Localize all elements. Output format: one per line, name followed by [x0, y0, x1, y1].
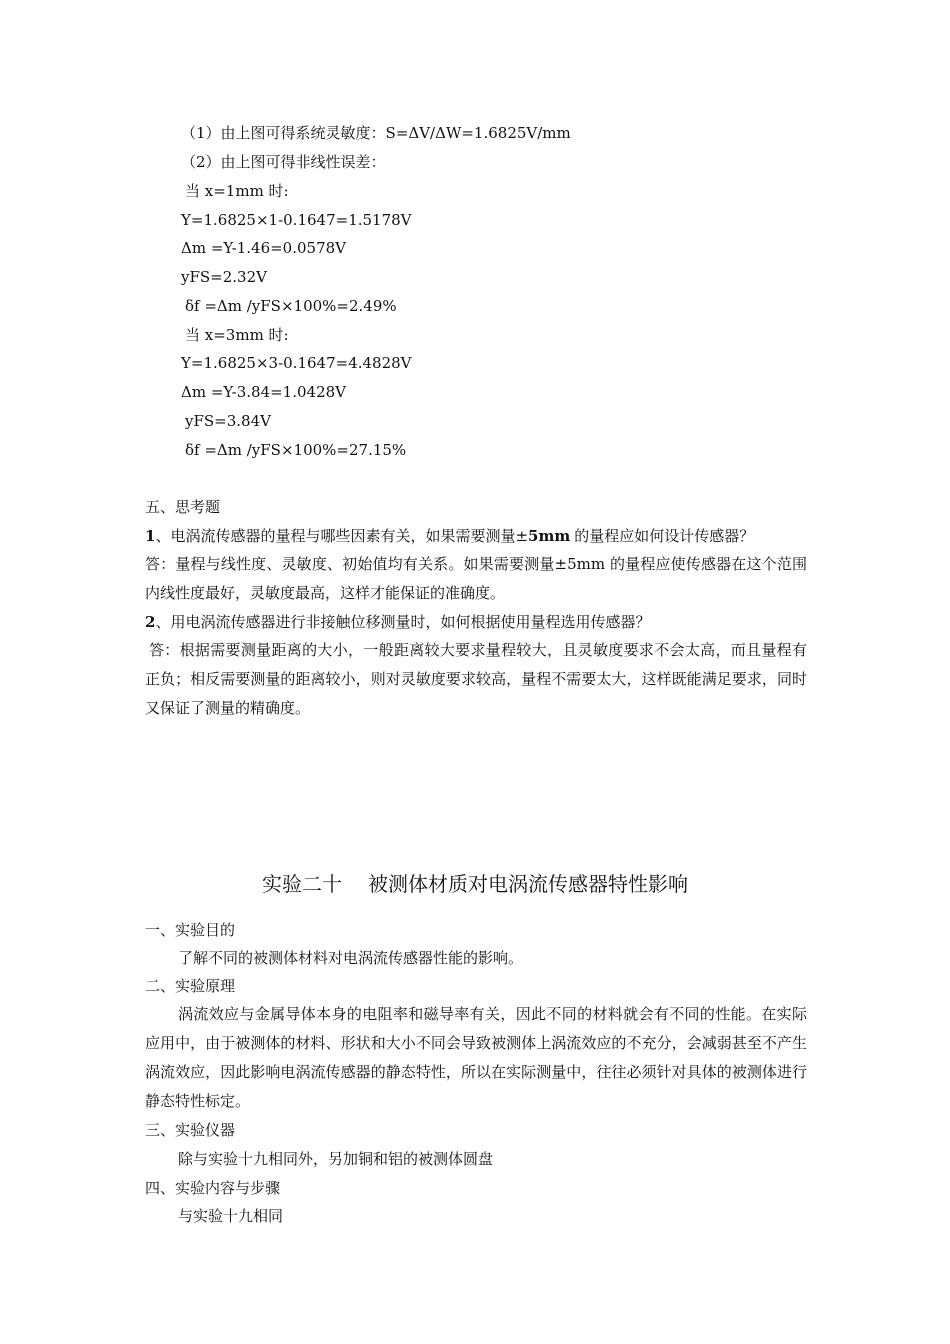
question-number: 2 — [145, 613, 156, 631]
section-text: 了解不同的被测体材料对电涡流传感器性能的影响。 — [178, 949, 524, 967]
section-heading: 三、实验仪器 — [145, 1121, 236, 1139]
formula-line: Δm =Y-1.46=0.0578V — [181, 239, 346, 257]
question-bold-value: 5mm — [528, 527, 571, 545]
section-heading: 五、思考题 — [145, 498, 221, 516]
section-text: 涡流效应与金属导体本身的电阻率和磁导率有关，因此不同的材料就会有不同的性能。在实际应用中，由于被测体的材料、形状和大小不同会导致被测体上涡流效应的不充分，会减弱甚至不产生涡流效应，因此影响电涡流传感器的静态特性，所以在实际测量中，往往必须针对具体的被测体进行静态特性标定。 — [145, 1005, 807, 1110]
case-x1-heading: 当 x=1mm 时: — [185, 182, 289, 200]
case-x3-heading: 当 x=3mm 时: — [185, 326, 289, 344]
answer-2: 答：根据需要测量距离的大小，一般距离较大要求量程较大，且灵敏度要求不会太高，而且量程有正负；相反需要测量的距离较小，则对灵敏度要求较高，量程不需要太大，这样既能满足要求，同时又保证了测量的精确度。 — [145, 641, 807, 717]
formula-line: δf =Δm /yFS×100%=2.49% — [185, 297, 397, 315]
question-number: 1 — [145, 527, 156, 545]
question-2 — [145, 612, 650, 632]
question-text: 、用电涡流传感器进行非接触位移测量时，如何根据使用量程选用传感器？ — [155, 613, 651, 631]
section-heading: 二、实验原理 — [145, 977, 236, 995]
experiment-number: 实验二十 — [262, 872, 342, 896]
question-text-tail: 的量程应如何设计传感器？ — [574, 527, 755, 545]
formula-line: Δm =Y-3.84=1.0428V — [181, 383, 346, 401]
section-heading: 一、实验目的 — [145, 921, 236, 939]
question-1 — [145, 526, 754, 546]
formula-line: yFS=3.84V — [185, 412, 271, 430]
formula-line: δf =Δm /yFS×100%=27.15% — [185, 441, 407, 459]
section-text: 与实验十九相同 — [178, 1207, 284, 1225]
formula-line: Y=1.6825×3-0.1647=4.4828V — [181, 354, 412, 372]
section-text: 除与实验十九相同外，另加铜和铝的被测体圆盘 — [178, 1150, 494, 1168]
formula-line: Y=1.6825×1-0.1647=1.5178V — [181, 211, 412, 229]
section-heading: 四、实验内容与步骤 — [145, 1179, 281, 1197]
answer-1: 答：量程与线性度、灵敏度、初始值均有关系。如果需要测量±5mm 的量程应使传感器在这个范围内线性度最好，灵敏度最高，这样才能保证的准确度。 — [145, 555, 807, 602]
question-text: 、电涡流传感器的量程与哪些因素有关，如果需要测量± — [155, 527, 529, 545]
experiment-title: 被测体材质对电涡流传感器特性影响 — [368, 872, 688, 896]
nonlinearity-heading: （2）由上图可得非线性误差： — [181, 153, 386, 171]
formula-line: yFS=2.32V — [181, 268, 267, 286]
sensitivity-line: （1）由上图可得系统灵敏度：S=ΔV/ΔW=1.6825V/mm — [181, 124, 571, 142]
page-title — [0, 870, 950, 898]
